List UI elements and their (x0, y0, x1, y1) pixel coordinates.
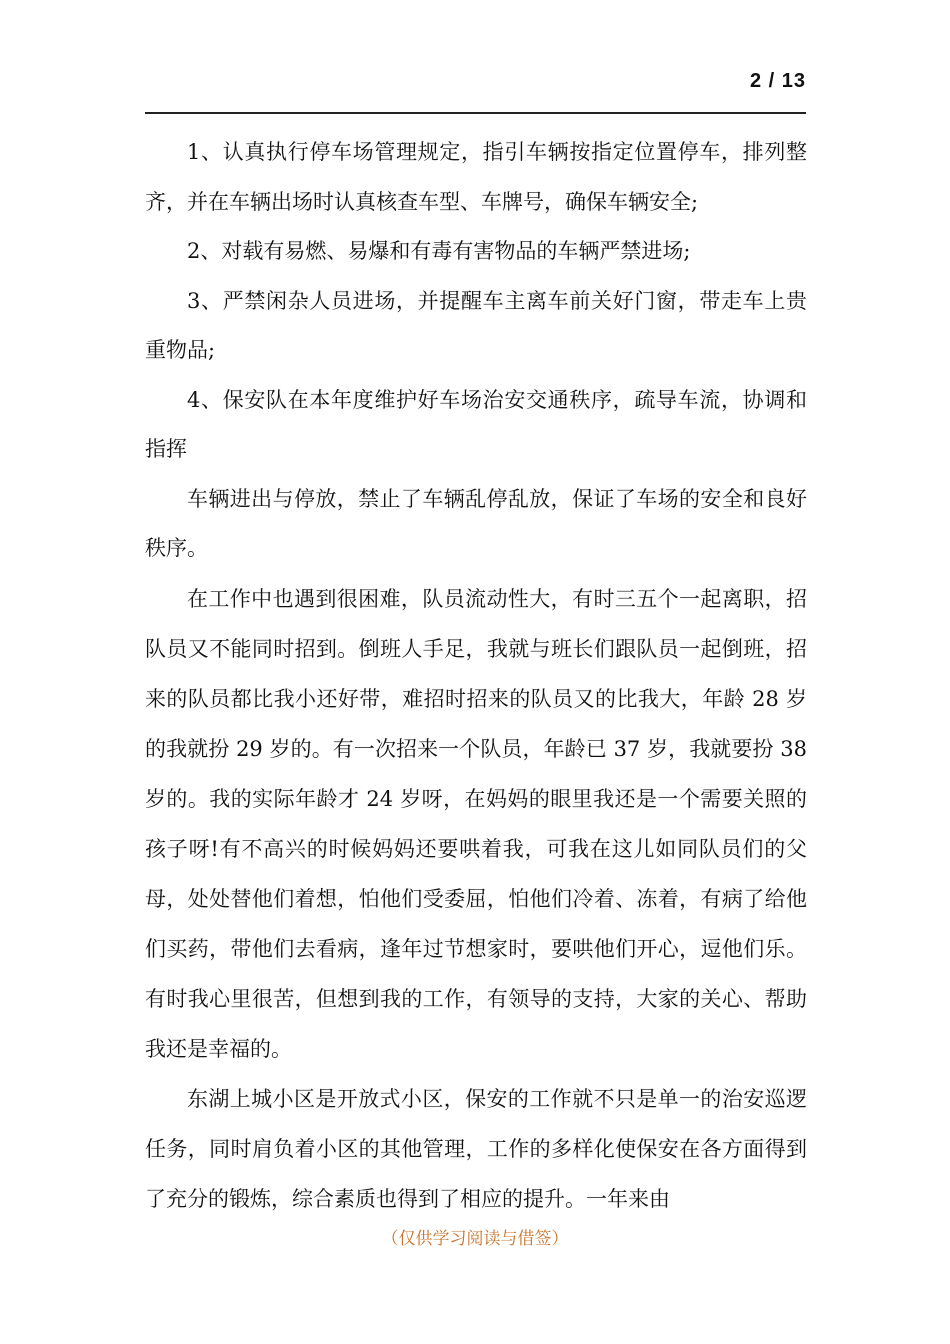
page-number: 2 / 13 (749, 70, 806, 92)
footer-disclaimer: （仅供学习阅读与借签） (381, 1229, 569, 1249)
paragraph-rule-1: 1、认真执行停车场管理规定，指引车辆按指定位置停车，排列整齐，并在车辆出场时认真核查车型、车牌号，确保车辆安全; (145, 140, 807, 214)
header-divider (145, 112, 806, 114)
paragraph-rule-4: 4、保安队在本年度维护好车场治安交通秩序，疏导车流，协调和指挥 (145, 387, 807, 461)
paragraph-difficulties: 在工作中也遇到很困难，队员流动性大，有时三五个一起离职，招队员又不能同时招到。倒班人手足，我就与班长们跟队员一起倒班，招来的队员都比我小还好带，难招时招来的队员又的比我大，年龄 28 岁的我就扮 29 岁的。有一次招来一个队员，年龄已 37 岁，我就要扮 38 岁的。我的实际年龄才 24 岁呀，在妈妈的眼里我还是一个需要关照的孩子呀!有不高兴的时候妈妈还要哄着我，可我在这儿如同队员们的父母，处处替他们着想，怕他们受委屈，怕他们冷着、冻着，有病了给他们买药，带他们去看病，逢年过节想家时，要哄他们开心，逗他们乐。有时我心里很苦，但想到我的工作，有领导的支持，大家的关心、帮助我还是幸福的。 (145, 586, 807, 1061)
paragraph-rule-2: 2、对载有易燃、易爆和有毒有害物品的车辆严禁进场; (187, 239, 691, 263)
paragraph-community: 东湖上城小区是开放式小区，保安的工作就不只是单一的治安巡逻任务，同时肩负着小区的其他管理，工作的多样化使保安在各方面得到了充分的锻炼，综合素质也得到了相应的提升。一年来由 (145, 1086, 807, 1211)
paragraph-vehicle-order: 车辆进出与停放，禁止了车辆乱停乱放，保证了车场的安全和良好秩序。 (145, 486, 807, 560)
document-body (145, 128, 807, 1224)
paragraph-rule-3: 3、严禁闲杂人员进场，并提醒车主离车前关好门窗，带走车上贵重物品; (145, 288, 807, 362)
